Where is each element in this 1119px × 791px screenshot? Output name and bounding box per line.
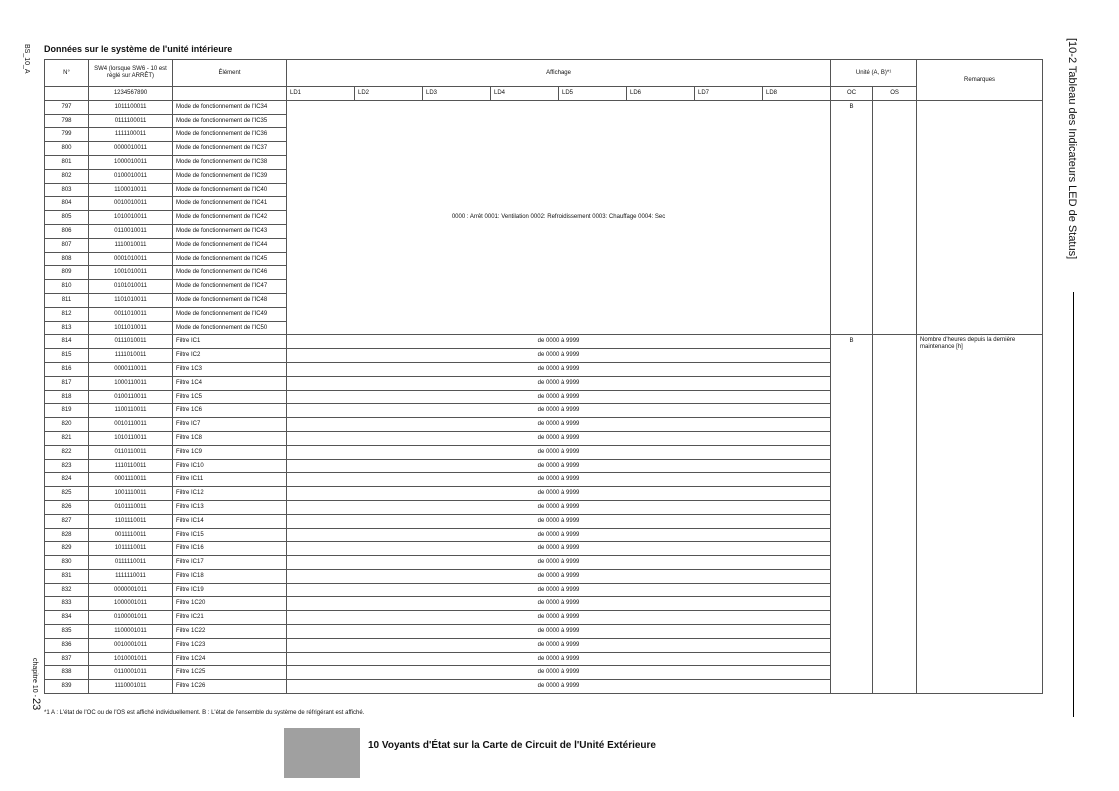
row-display-range: de 0000 à 9999 [287, 638, 831, 652]
row-element: Mode de fonctionnement de l'IC39 [173, 169, 287, 183]
header-row-3 [45, 87, 1043, 101]
row-switch-setting: 0001110011 [89, 473, 173, 487]
header-ld4: LD4 [491, 87, 559, 101]
row-switch-setting: 1110010011 [89, 238, 173, 252]
row-display-range: de 0000 à 9999 [287, 500, 831, 514]
row-display-range: de 0000 à 9999 [287, 666, 831, 680]
row-element: Filtre 1C9 [173, 445, 287, 459]
row-number: 801 [45, 155, 89, 169]
row-element: Filtre IC11 [173, 473, 287, 487]
row-display-range: de 0000 à 9999 [287, 335, 831, 349]
row-number: 826 [45, 500, 89, 514]
row-element: Mode de fonctionnement de l'IC36 [173, 128, 287, 142]
document-code: BS_10_A [23, 44, 30, 74]
row-switch-setting: 0100110011 [89, 390, 173, 404]
header-sw4: SW4 (lorsque SW6 - 10 est réglé sur ARRÊT) [89, 60, 173, 87]
row-display-range: de 0000 à 9999 [287, 376, 831, 390]
row-switch-setting: 0000110011 [89, 362, 173, 376]
row-display-range: de 0000 à 9999 [287, 431, 831, 445]
row-display-range: de 0000 à 9999 [287, 459, 831, 473]
row-switch-setting: 1000110011 [89, 376, 173, 390]
header-ld8: LD8 [763, 87, 831, 101]
row-display-range: de 0000 à 9999 [287, 349, 831, 363]
row-number: 798 [45, 114, 89, 128]
row-number: 817 [45, 376, 89, 390]
row-element: Mode de fonctionnement de l'IC49 [173, 307, 287, 321]
row-switch-setting: 0100001011 [89, 611, 173, 625]
row-display-range: de 0000 à 9999 [287, 542, 831, 556]
row-switch-setting: 1010001011 [89, 652, 173, 666]
row-display-range: de 0000 à 9999 [287, 583, 831, 597]
row-switch-setting: 0110001011 [89, 666, 173, 680]
header-ld6: LD6 [627, 87, 695, 101]
row-element: Filtre 1C8 [173, 431, 287, 445]
row-number: 818 [45, 390, 89, 404]
row-element: Filtre 1C24 [173, 652, 287, 666]
header-ld1: LD1 [287, 87, 355, 101]
row-display-range: de 0000 à 9999 [287, 528, 831, 542]
footnote: *1 A : L'état de l'OC ou de l'OS est affiché individuellement. B : L'état de l'ensemble du système de réfrigérant est affiché. [44, 710, 365, 716]
row-element: Mode de fonctionnement de l'IC34 [173, 100, 287, 114]
row-number: 797 [45, 100, 89, 114]
row-display-range: de 0000 à 9999 [287, 680, 831, 694]
row-number: 814 [45, 335, 89, 349]
row-number: 821 [45, 431, 89, 445]
row-switch-setting: 0010010011 [89, 197, 173, 211]
row-number: 838 [45, 666, 89, 680]
row-switch-setting: 0000010011 [89, 142, 173, 156]
row-switch-setting: 1100110011 [89, 404, 173, 418]
row-switch-setting: 1111010011 [89, 349, 173, 363]
row-number: 813 [45, 321, 89, 335]
page-title: Données sur le système de l'unité intérieure [44, 44, 233, 54]
row-switch-setting: 0010001011 [89, 638, 173, 652]
row-number: 816 [45, 362, 89, 376]
header-oc: OC [831, 87, 873, 101]
row-display-range: de 0000 à 9999 [287, 362, 831, 376]
row-number: 806 [45, 224, 89, 238]
row-element: Mode de fonctionnement de l'IC42 [173, 211, 287, 225]
row-display-range: de 0000 à 9999 [287, 569, 831, 583]
row-element: Mode de fonctionnement de l'IC38 [173, 155, 287, 169]
row-number: 834 [45, 611, 89, 625]
row-element: Filtre 1C3 [173, 362, 287, 376]
row-switch-setting: 0111100011 [89, 114, 173, 128]
group1-os [873, 100, 917, 335]
header-no-blank [45, 87, 89, 101]
row-switch-setting: 1010010011 [89, 211, 173, 225]
group1-display: 0000 : Arrêt 0001: Ventilation 0002: Refroidissement 0003: Chauffage 0004: Sec [287, 100, 831, 335]
row-switch-setting: 0111110011 [89, 556, 173, 570]
row-number: 804 [45, 197, 89, 211]
row-switch-setting: 1010110011 [89, 431, 173, 445]
row-number: 820 [45, 418, 89, 432]
row-switch-setting: 1011100011 [89, 100, 173, 114]
side-rule [1073, 292, 1074, 717]
row-number: 805 [45, 211, 89, 225]
row-element: Filtre 1C4 [173, 376, 287, 390]
row-element: Mode de fonctionnement de l'IC43 [173, 224, 287, 238]
row-switch-setting: 0110110011 [89, 445, 173, 459]
row-switch-setting: 1000001011 [89, 597, 173, 611]
row-number: 819 [45, 404, 89, 418]
row-element: Filtre IC10 [173, 459, 287, 473]
row-switch-setting: 1110001011 [89, 680, 173, 694]
row-number: 815 [45, 349, 89, 363]
row-element: Filtre IC18 [173, 569, 287, 583]
header-sw4-bits: 1234567890 [89, 87, 173, 101]
group2-remarks: Nombre d'heures depuis la dernière maintenance [h] [917, 335, 1043, 694]
row-number: 836 [45, 638, 89, 652]
row-element: Filtre IC2 [173, 349, 287, 363]
table-row [45, 335, 1043, 349]
row-element: Mode de fonctionnement de l'IC37 [173, 142, 287, 156]
row-number: 832 [45, 583, 89, 597]
table-row [45, 100, 1043, 114]
row-switch-setting: 1011010011 [89, 321, 173, 335]
section-marker-box [284, 728, 360, 778]
row-switch-setting: 1111110011 [89, 569, 173, 583]
row-element: Mode de fonctionnement de l'IC35 [173, 114, 287, 128]
row-element: Mode de fonctionnement de l'IC46 [173, 266, 287, 280]
header-element-blank [173, 87, 287, 101]
row-display-range: de 0000 à 9999 [287, 390, 831, 404]
chapter-label: chapitre 10 - [31, 658, 38, 697]
row-number: 837 [45, 652, 89, 666]
led-data-table [44, 59, 1043, 694]
header-unite: Unité (A, B)*¹ [831, 60, 917, 87]
row-display-range: de 0000 à 9999 [287, 418, 831, 432]
row-display-range: de 0000 à 9999 [287, 625, 831, 639]
row-switch-setting: 1111100011 [89, 128, 173, 142]
section-heading: 10 Voyants d'État sur la Carte de Circuit de l'Unité Extérieure [368, 740, 656, 751]
row-switch-setting: 1110110011 [89, 459, 173, 473]
row-element: Filtre 1C20 [173, 597, 287, 611]
row-number: 824 [45, 473, 89, 487]
row-number: 800 [45, 142, 89, 156]
row-number: 830 [45, 556, 89, 570]
row-element: Filtre 1C6 [173, 404, 287, 418]
page-number: 23 [30, 698, 42, 711]
row-element: Filtre IC16 [173, 542, 287, 556]
row-element: Filtre 1C23 [173, 638, 287, 652]
row-number: 808 [45, 252, 89, 266]
row-element: Mode de fonctionnement de l'IC48 [173, 293, 287, 307]
row-element: Filtre 1C26 [173, 680, 287, 694]
row-number: 811 [45, 293, 89, 307]
row-switch-setting: 0011110011 [89, 528, 173, 542]
row-switch-setting: 1011110011 [89, 542, 173, 556]
row-element: Filtre IC15 [173, 528, 287, 542]
row-element: Filtre IC19 [173, 583, 287, 597]
row-display-range: de 0000 à 9999 [287, 652, 831, 666]
row-number: 825 [45, 487, 89, 501]
row-element: Filtre IC13 [173, 500, 287, 514]
group2-os [873, 335, 917, 694]
row-element: Mode de fonctionnement de l'IC40 [173, 183, 287, 197]
row-switch-setting: 1100001011 [89, 625, 173, 639]
row-number: 831 [45, 569, 89, 583]
row-number: 839 [45, 680, 89, 694]
row-switch-setting: 1101110011 [89, 514, 173, 528]
row-switch-setting: 1001010011 [89, 266, 173, 280]
row-number: 803 [45, 183, 89, 197]
header-row-1 [45, 60, 1043, 87]
row-switch-setting: 0000001011 [89, 583, 173, 597]
header-remarques: Remarques [917, 60, 1043, 101]
row-number: 827 [45, 514, 89, 528]
row-switch-setting: 0110010011 [89, 224, 173, 238]
header-ld5: LD5 [559, 87, 627, 101]
row-number: 829 [45, 542, 89, 556]
side-section-title: [10-2 Tableau des Indicateurs LED de Status] [1066, 38, 1078, 260]
row-switch-setting: 0010110011 [89, 418, 173, 432]
header-ld3: LD3 [423, 87, 491, 101]
row-switch-setting: 0100010011 [89, 169, 173, 183]
row-number: 809 [45, 266, 89, 280]
table-body [45, 60, 1043, 694]
row-number: 828 [45, 528, 89, 542]
header-ld2: LD2 [355, 87, 423, 101]
row-switch-setting: 1000010011 [89, 155, 173, 169]
row-element: Filtre IC21 [173, 611, 287, 625]
row-element: Mode de fonctionnement de l'IC45 [173, 252, 287, 266]
group2-oc: B [831, 335, 873, 694]
row-switch-setting: 0011010011 [89, 307, 173, 321]
row-element: Mode de fonctionnement de l'IC41 [173, 197, 287, 211]
row-number: 799 [45, 128, 89, 142]
row-element: Mode de fonctionnement de l'IC44 [173, 238, 287, 252]
row-number: 812 [45, 307, 89, 321]
group1-oc: B [831, 100, 873, 335]
row-switch-setting: 1001110011 [89, 487, 173, 501]
row-display-range: de 0000 à 9999 [287, 445, 831, 459]
row-display-range: de 0000 à 9999 [287, 487, 831, 501]
row-display-range: de 0000 à 9999 [287, 611, 831, 625]
row-element: Filtre IC14 [173, 514, 287, 528]
row-number: 807 [45, 238, 89, 252]
row-display-range: de 0000 à 9999 [287, 597, 831, 611]
row-display-range: de 0000 à 9999 [287, 404, 831, 418]
row-element: Filtre IC17 [173, 556, 287, 570]
row-element: Mode de fonctionnement de l'IC47 [173, 280, 287, 294]
row-number: 802 [45, 169, 89, 183]
row-number: 822 [45, 445, 89, 459]
row-number: 835 [45, 625, 89, 639]
row-number: 833 [45, 597, 89, 611]
row-number: 810 [45, 280, 89, 294]
row-element: Filtre 1C25 [173, 666, 287, 680]
row-switch-setting: 0111010011 [89, 335, 173, 349]
row-display-range: de 0000 à 9999 [287, 556, 831, 570]
row-element: Filtre 1C5 [173, 390, 287, 404]
row-element: Mode de fonctionnement de l'IC50 [173, 321, 287, 335]
header-element: Élément [173, 60, 287, 87]
row-element: Filtre 1C22 [173, 625, 287, 639]
row-switch-setting: 1100010011 [89, 183, 173, 197]
header-affichage: Affichage [287, 60, 831, 87]
row-element: Filtre IC7 [173, 418, 287, 432]
header-ld7: LD7 [695, 87, 763, 101]
row-element: Filtre IC1 [173, 335, 287, 349]
row-display-range: de 0000 à 9999 [287, 473, 831, 487]
row-element: Filtre IC12 [173, 487, 287, 501]
group1-remarks [917, 100, 1043, 335]
row-switch-setting: 1101010011 [89, 293, 173, 307]
row-switch-setting: 0101110011 [89, 500, 173, 514]
row-display-range: de 0000 à 9999 [287, 514, 831, 528]
header-no: N° [45, 60, 89, 87]
row-switch-setting: 0001010011 [89, 252, 173, 266]
row-number: 823 [45, 459, 89, 473]
row-switch-setting: 0101010011 [89, 280, 173, 294]
header-os: OS [873, 87, 917, 101]
